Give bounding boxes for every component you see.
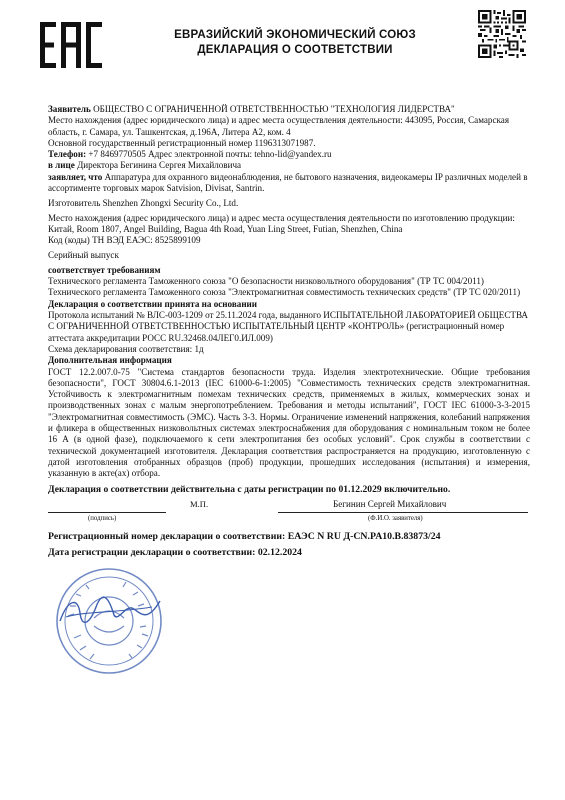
hs-code: Код (коды) ТН ВЭД ЕАЭС: 8525899109 [48, 235, 201, 246]
additional-text: ГОСТ 12.2.007.0-75 "Система стандартов безопасности труда. Изделия электротехнические. Общие требования безопасности", ГОСТ 30804.6.1-2013 (IEC 61000-6-1:2005) "Совместимость технических средств электромагнитная. Устойчивость к электромагнитным помехам технических средств, применяемых в жилых, коммерческих зонах и производственных зонах с малым энергопотреблением. Требования и методы испытаний", ГОСТ IEC 61000-3-3-2015 "Электромагнитная совместимость (ЭМС). Часть 3-3. Нормы. Ограничение изменений напряжения, колебаний напряжения и фликера в общественных низковольтных системах электроснабжения для оборудования с номинальным током не более 16 А (в одной фазе), подключаемого к сети электропитания без особых условий". Срок службы в соответствии с технической документацией изготовителя. Декларация соответствия распространяется на продукцию, изготовленную с датой изготовления отобранных образцов (проб) продукции, прошедших исследования (испытания) и измерения, указанную в акте(ах) отбора. [48, 366, 530, 479]
requirements-heading: соответствует требованиям [48, 264, 161, 275]
applicant-address: Место нахождения (адрес юридического лица) и адрес места осуществления деятельности: 443095, Россия, Самарская область, г. Самара, ул. Ташкентская, д.196А, Литера А2, ком. 4 [48, 115, 510, 137]
release-type: Серийный выпуск [48, 250, 119, 261]
signature-caption: (подпись) [88, 514, 117, 522]
phone-label: Телефон: [48, 149, 87, 160]
person-label: в лице [48, 160, 75, 171]
phone-text: +7 8469770505 Адрес электронной почты: tehno-lid@yandex.ru [86, 149, 332, 160]
document-header [130, 28, 460, 58]
stamp-place-label: М.П. [190, 498, 209, 509]
handwritten-signature [56, 593, 166, 629]
declares-label: заявляет, что [48, 171, 103, 182]
name-caption: (Ф.И.О. заявителя) [368, 514, 423, 522]
signatory-name: Бегинин Сергей Михайлович [333, 498, 447, 509]
person-text: Директора Бегинина Сергея Михайловича [74, 160, 242, 171]
manufacturer-name: Изготовитель Shenzhen Zhongxi Security Co., Ltd. [48, 197, 239, 208]
applicant-label: Заявитель [48, 104, 91, 114]
additional-heading: Дополнительная информация [48, 355, 172, 366]
applicant-line [48, 104, 530, 115]
manufacturer-address: Место нахождения (адрес юридического лица) и адрес места осуществления деятельности по изготовлению продукции: Китай, Room 1807, Angel Building, Bagua 4th Road, Yuan Ling Street, Futian, Shenzhen, China [48, 212, 515, 234]
registration-number: Регистрационный номер декларации о соответствии: ЕАЭС N RU Д-CN.PA10.B.83873/24 [48, 530, 441, 542]
requirement-item-1: Технического регламента Таможенного союза "О безопасности низковольтного оборудования" (ТР ТС 004/2011) [48, 276, 484, 287]
header-union-title: ЕВРАЗИЙСКИЙ ЭКОНОМИЧЕСКИЙ СОЮЗ [174, 29, 416, 41]
scheme-text: Схема декларирования соответствия: 1д [48, 343, 204, 354]
applicant-person [48, 160, 530, 171]
validity-statement: Декларация о соответствии действительна с даты регистрации по 01.12.2029 включительно. [48, 483, 451, 495]
basis-heading: Декларация о соответствии принята на основании [48, 298, 258, 309]
declaration-body [48, 104, 530, 558]
signature-block [48, 499, 530, 521]
eac-logo [40, 22, 102, 68]
declares-text: Аппаратура для охранного видеонаблюдения, не бытового назначения, видеокамеры IP различных моделей в ассортименте торговых марок Satvision, Divisat, Santrin. [48, 171, 528, 194]
requirement-item-2: Технического регламента Таможенного союза "Электромагнитная совместимость технических средств" (ТР ТС 020/2011) [48, 287, 521, 298]
registration-date: Дата регистрации декларации о соответствии: 02.12.2024 [48, 547, 302, 559]
applicant-ogrn: Основной государственный регистрационный номер 1196313071987. [48, 137, 316, 148]
basis-text: Протокола испытаний № ВЛС-003-1209 от 25.11.2024 года, выданного ИСПЫТАТЕЛЬНОЙ ЛАБОРАТОРИЕЙ ОБЩЕСТВА С ОГРАНИЧЕННОЙ ОТВЕТСТВЕННОСТЬЮ ИСПЫТАТЕЛЬНЫЙ ЦЕНТР «КОНТРОЛЬ» (регистрационный номер аттестата аккредитации РОСС RU.32468.04ЛЕГ0.ИЛ.009) [48, 310, 529, 343]
applicant-contacts [48, 149, 530, 160]
header-declaration-title: ДЕКЛАРАЦИЯ О СООТВЕТСТВИИ [197, 44, 393, 56]
product-declaration [48, 172, 530, 195]
qr-code-icon [478, 10, 526, 58]
applicant-name: ОБЩЕСТВО С ОГРАНИЧЕННОЙ ОТВЕТСТВЕННОСТЬЮ "ТЕХНОЛОГИЯ ЛИДЕРСТВА" [90, 104, 455, 114]
